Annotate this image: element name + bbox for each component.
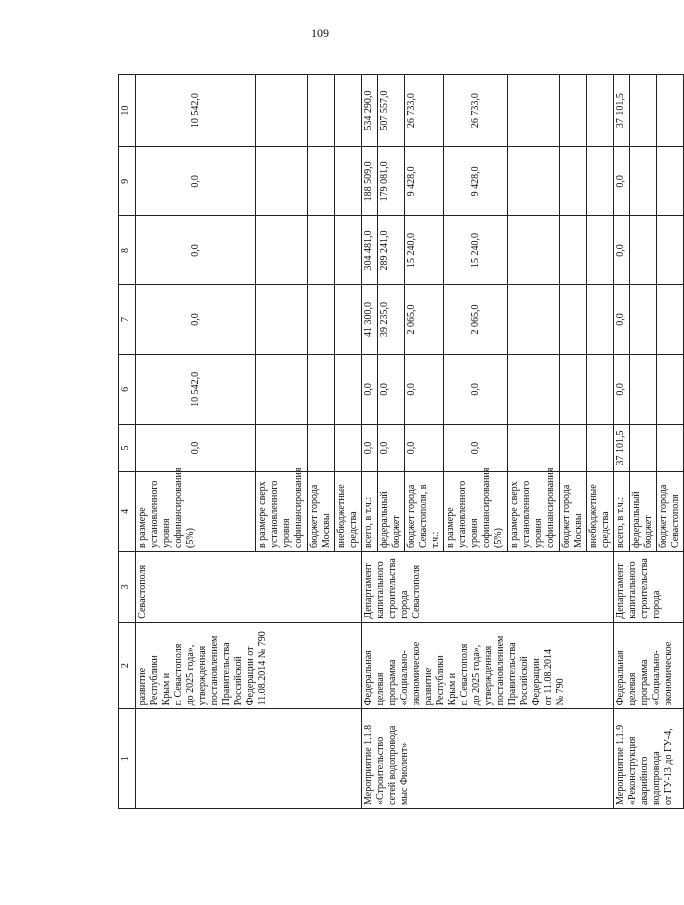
funding-source-cell: в размере установленного уровня софинансирования (5%)	[136, 471, 256, 551]
value-cell: 179 081,0	[378, 147, 405, 216]
table-row	[362, 75, 378, 809]
value-cell	[508, 285, 560, 354]
value-cell	[587, 75, 614, 147]
funding-source-cell: всего, в т.ч.:	[614, 471, 630, 551]
value-cell	[308, 354, 335, 425]
value-cell	[256, 285, 308, 354]
value-cell	[308, 147, 335, 216]
value-cell	[335, 216, 362, 285]
header-col-7: 7	[119, 285, 136, 354]
header-col-10: 10	[119, 75, 136, 147]
value-cell	[587, 147, 614, 216]
value-cell: 39 235,0	[378, 285, 405, 354]
funding-source-cell: в размере сверх установленного уровня софинансирования	[508, 471, 560, 551]
value-cell: 0,0	[362, 425, 378, 472]
value-cell	[335, 354, 362, 425]
value-cell	[560, 285, 587, 354]
value-cell: 0,0	[444, 354, 508, 425]
header-col-2: 2	[119, 622, 136, 709]
value-cell: 10 542,0	[136, 354, 256, 425]
value-cell	[657, 425, 684, 472]
header-col-5: 5	[119, 425, 136, 472]
value-cell: 15 240,0	[444, 216, 508, 285]
value-cell: 26 733,0	[444, 75, 508, 147]
value-cell	[308, 425, 335, 472]
value-cell: 507 557,0	[378, 75, 405, 147]
value-cell	[630, 75, 657, 147]
funding-source-cell: бюджет города Москвы	[560, 471, 587, 551]
value-cell	[560, 147, 587, 216]
value-cell: 9 428,0	[444, 147, 508, 216]
funding-source-cell: бюджет города Севастополя	[657, 471, 684, 551]
budget-table	[118, 74, 684, 809]
value-cell: 304 481,0	[362, 216, 378, 285]
value-cell: 188 509,0	[362, 147, 378, 216]
value-cell	[657, 354, 684, 425]
value-cell	[308, 75, 335, 147]
value-cell: 0,0	[136, 216, 256, 285]
value-cell: 0,0	[405, 354, 444, 425]
funding-source-cell: в размере установленного уровня софинансирования (5%)	[444, 471, 508, 551]
value-cell: 26 733,0	[405, 75, 444, 147]
executor-cell: Департамент капитального строительства города Севастополя	[362, 552, 614, 623]
value-cell: 0,0	[136, 425, 256, 472]
value-cell: 0,0	[378, 354, 405, 425]
value-cell	[308, 216, 335, 285]
value-cell: 0,0	[378, 425, 405, 472]
value-cell	[560, 75, 587, 147]
funding-source-cell: бюджет города Севастополя, в т.ч.:	[405, 471, 444, 551]
value-cell	[256, 354, 308, 425]
budget-table-rotated	[118, 74, 681, 809]
value-cell: 0,0	[405, 425, 444, 472]
value-cell	[335, 147, 362, 216]
header-col-9: 9	[119, 147, 136, 216]
value-cell: 0,0	[614, 354, 630, 425]
activity-cell	[136, 709, 362, 809]
table-row	[614, 75, 630, 809]
value-cell: 534 290,0	[362, 75, 378, 147]
activity-cell: Мероприятие 1.1.9 «Реконструкция аварийного водопровода от ГУ-13 до ГУ-4,	[614, 709, 684, 809]
value-cell	[256, 216, 308, 285]
activity-cell: Мероприятие 1.1.8 «Строительство сетей водопровода мыс Фиолент»	[362, 709, 614, 809]
value-cell	[587, 425, 614, 472]
header-col-4: 4	[119, 471, 136, 551]
program-cell: развитие Республики Крым и г. Севастополя до 2025 года», утвержденная постановлением Правительства Российской Федерации от 11.08.2014 № 790	[136, 622, 362, 709]
value-cell	[256, 147, 308, 216]
value-cell: 0,0	[444, 425, 508, 472]
value-cell	[630, 147, 657, 216]
value-cell	[587, 354, 614, 425]
funding-source-cell: всего, в т.ч.:	[362, 471, 378, 551]
value-cell: 2 065,0	[405, 285, 444, 354]
funding-source-cell: федеральный бюджет	[630, 471, 657, 551]
executor-cell: Департамент капитального строительства города	[614, 552, 684, 623]
value-cell	[657, 147, 684, 216]
value-cell: 2 065,0	[444, 285, 508, 354]
executor-cell: Севастополя	[136, 552, 362, 623]
value-cell: 0,0	[362, 354, 378, 425]
value-cell: 9 428,0	[405, 147, 444, 216]
value-cell	[508, 147, 560, 216]
value-cell	[587, 216, 614, 285]
program-cell: Федеральная целевая программа «Социально- экономическое	[614, 622, 684, 709]
value-cell	[630, 285, 657, 354]
value-cell	[508, 216, 560, 285]
header-col-8: 8	[119, 216, 136, 285]
header-col-6: 6	[119, 354, 136, 425]
value-cell	[657, 285, 684, 354]
value-cell	[256, 75, 308, 147]
funding-source-cell: внебюджетные средства	[335, 471, 362, 551]
value-cell: 15 240,0	[405, 216, 444, 285]
value-cell: 0,0	[614, 285, 630, 354]
value-cell	[630, 425, 657, 472]
header-col-1: 1	[119, 709, 136, 809]
value-cell: 41 300,0	[362, 285, 378, 354]
value-cell	[508, 425, 560, 472]
value-cell: 37 101,5	[614, 75, 630, 147]
value-cell	[508, 75, 560, 147]
value-cell	[587, 285, 614, 354]
value-cell: 0,0	[614, 216, 630, 285]
value-cell: 10 542,0	[136, 75, 256, 147]
value-cell	[256, 425, 308, 472]
funding-source-cell: бюджет города Москвы	[308, 471, 335, 551]
value-cell	[657, 75, 684, 147]
value-cell: 0,0	[136, 147, 256, 216]
table-row	[136, 75, 256, 809]
program-cell: Федеральная целевая программа «Социально- экономическое развитие Республики Крым и г. Севастополя до 2025 года», утвержденная постановлением Правительства Российской Федерации от 11.08.2014 № 790	[362, 622, 614, 709]
value-cell	[630, 216, 657, 285]
value-cell	[335, 75, 362, 147]
funding-source-cell: федеральный бюджет	[378, 471, 405, 551]
value-cell: 289 241,0	[378, 216, 405, 285]
value-cell: 0,0	[136, 285, 256, 354]
value-cell: 0,0	[614, 147, 630, 216]
funding-source-cell: внебюджетные средства	[587, 471, 614, 551]
value-cell	[657, 216, 684, 285]
header-col-3: 3	[119, 552, 136, 623]
value-cell	[630, 354, 657, 425]
funding-source-cell: в размере сверх установленного уровня софинансирования	[256, 471, 308, 551]
value-cell: 37 101,5	[614, 425, 630, 472]
value-cell	[308, 285, 335, 354]
page-number: 109	[311, 26, 329, 40]
header-row	[119, 75, 136, 809]
value-cell	[508, 354, 560, 425]
value-cell	[560, 425, 587, 472]
value-cell	[560, 216, 587, 285]
value-cell	[335, 425, 362, 472]
value-cell	[560, 354, 587, 425]
value-cell	[335, 285, 362, 354]
